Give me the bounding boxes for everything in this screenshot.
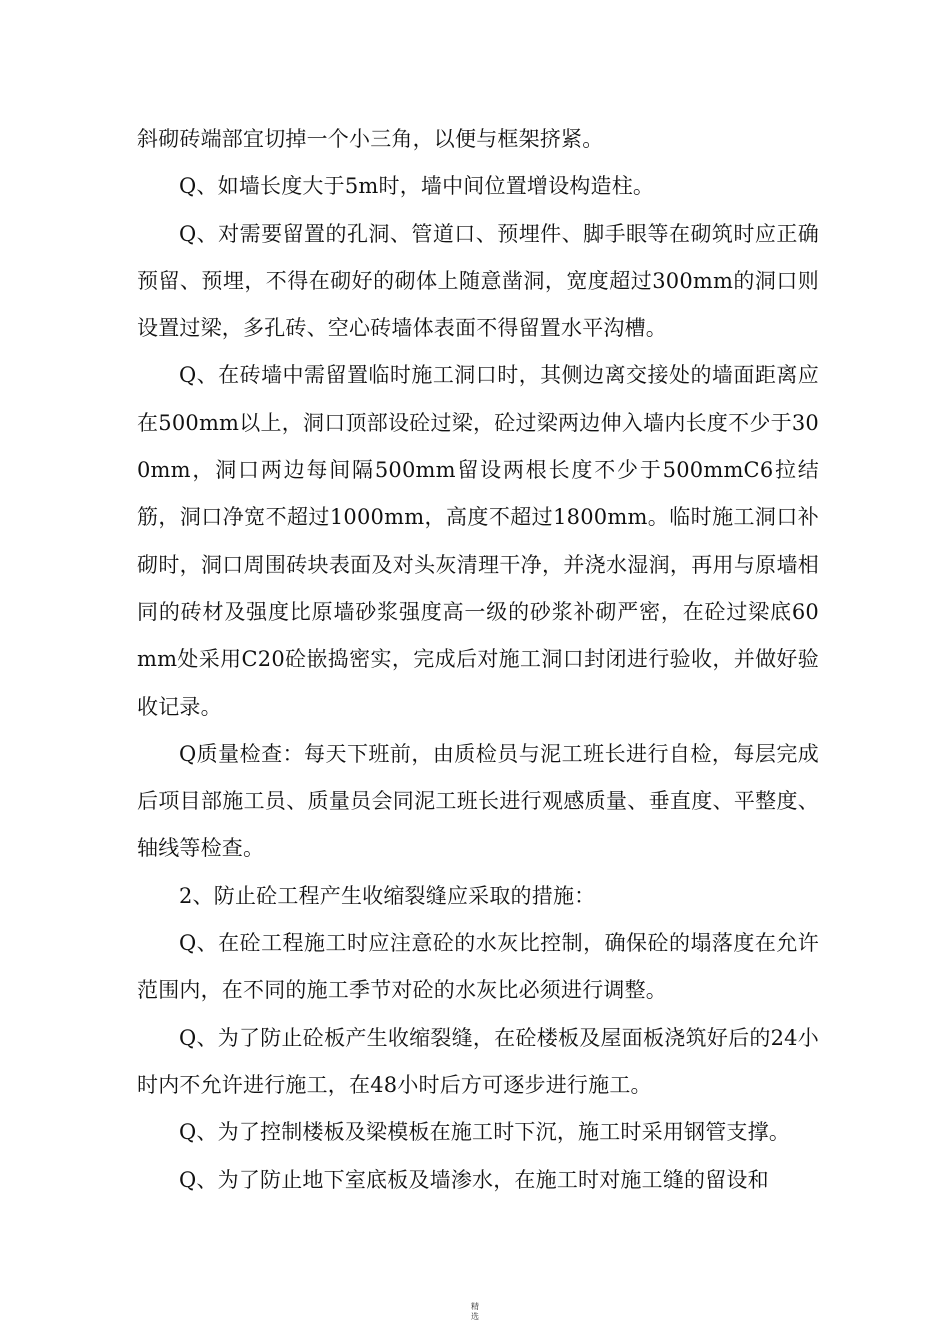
paragraph-slab-curing: Q、为了防止砼板产生收缩裂缝，在砼楼板及屋面板浇筑好后的24小时内不允许进行施工，在48小时后方可逐步进行施工。 (137, 1025, 819, 1097)
paragraph-basement-leakage: Q、为了防止地下室底板及墙渗水，在施工时对施工缝的留设和 (179, 1167, 769, 1192)
footer-line-1: 精 (471, 1302, 479, 1311)
footer-line-2: 选 (471, 1312, 479, 1321)
document-body (137, 116, 819, 1204)
page-footer (0, 1302, 950, 1322)
paragraph-continuation: 斜砌砖端部宜切掉一个小三角，以便与框架挤紧。 (137, 127, 604, 151)
paragraph-wall-length: Q、如墙长度大于5m时，墙中间位置增设构造柱。 (179, 174, 655, 199)
paragraph-quality-check: Q质量检查：每天下班前，由质检员与泥工班长进行自检，每层完成后项目部施工员、质量员会同泥工班长进行观感质量、垂直度、平整度、轴线等检查。 (137, 741, 819, 861)
paragraph-temporary-openings: Q、在砖墙中需留置临时施工洞口时，其侧边离交接处的墙面距离应在500mm以上，洞口顶部设砼过梁，砼过梁两边伸入墙内长度不少于300mm，洞口两边每间隔500mm留设两根长度不少于500mmC6拉结筋，洞口净宽不超过1000mm，高度不超过1800mm。临时施工洞口补砌时，洞口周围砖块表面及对头灰清理干净，并浇水湿润，再用与原墙相同的砖材及强度比原墙砂浆强度高一级的砂浆补砌严密，在砼过梁底60mm处采用C20砼嵌捣密实，完成后对施工洞口封闭进行验收，并做好验收记录。 (137, 363, 819, 719)
section-heading-concrete-cracks: 2、防止砼工程产生收缩裂缝应采取的措施： (179, 883, 596, 908)
paragraph-openings: Q、对需要留置的孔洞、管道口、预埋件、脚手眼等在砌筑时应正确预留、预埋，不得在砌好的砌体上随意凿洞，宽度超过300mm的洞口则设置过梁，多孔砖、空心砖墙体表面不得留置水平沟槽。 (137, 221, 819, 341)
paragraph-water-cement-ratio: Q、在砼工程施工时应注意砼的水灰比控制，确保砼的塌落度在允许范围内，在不同的施工季节对砼的水灰比必须进行调整。 (137, 931, 819, 1003)
paragraph-formwork-support: Q、为了控制楼板及梁模板在施工时下沉，施工时采用钢管支撑。 (179, 1120, 791, 1145)
